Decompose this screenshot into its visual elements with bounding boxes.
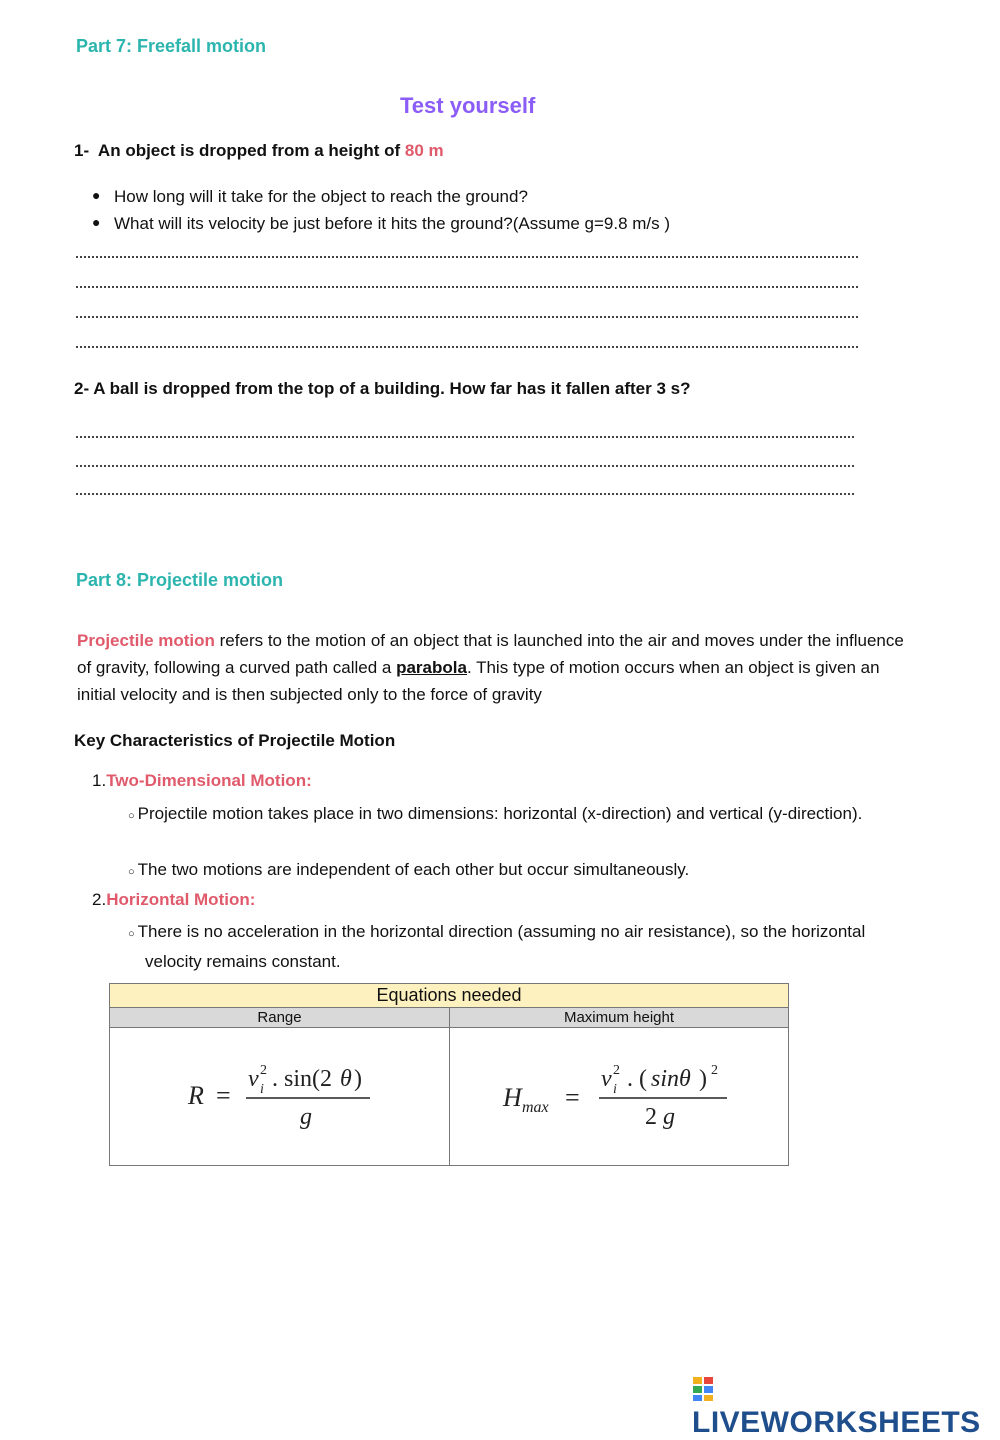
circle-bullet-icon: ○ [128, 928, 135, 940]
item-1-title: Two-Dimensional Motion: [106, 771, 312, 790]
item-2-title: Horizontal Motion: [106, 890, 256, 909]
svg-text:. (: . ( [627, 1066, 647, 1092]
item-2-point-1 [128, 918, 880, 975]
svg-text:=: = [215, 1081, 231, 1110]
answer-line[interactable] [76, 485, 854, 495]
svg-text:R: R [187, 1081, 204, 1110]
range-formula [110, 1028, 450, 1166]
liveworksheets-logo-icon [692, 1376, 714, 1402]
circle-bullet-icon: ○ [128, 866, 135, 878]
liveworksheets-logo [692, 1372, 1000, 1440]
answer-line[interactable] [76, 338, 858, 348]
max-height-column-header: Maximum height [450, 1008, 789, 1028]
liveworksheets-logo-text: LIVEWORKSHEETS [692, 1406, 981, 1439]
intro-text-1: refers to the motion of an object that is launched into the air and moves under the influence of gravity, following a curved path called a [77, 631, 904, 677]
item-1-number: 1. [92, 771, 107, 790]
svg-text:=: = [565, 1083, 580, 1112]
circle-bullet-icon: ○ [128, 810, 135, 822]
svg-text:max: max [522, 1099, 549, 1116]
equations-table-title: Equations needed [110, 984, 789, 1008]
question-1-height: 80 m [404, 141, 444, 160]
svg-text:): ) [353, 1066, 362, 1092]
svg-text:i: i [259, 1082, 264, 1097]
item-2-point-1-text: There is no acceleration in the horizontal direction (assuming no air resistance), so the horizontal velocity remains constant. [137, 922, 866, 971]
answer-line[interactable] [76, 428, 854, 438]
projectile-intro [77, 627, 917, 708]
intro-keyword: parabola [396, 658, 467, 677]
answer-line[interactable] [76, 457, 854, 467]
question-1-text: 1- An object is dropped from a height of [74, 141, 405, 160]
part8-heading: Part 8: Projectile motion [76, 570, 284, 590]
max-height-formula [450, 1028, 789, 1166]
svg-text:g: g [299, 1104, 312, 1130]
bullet-icon: ● [92, 187, 101, 203]
item-2-number: 2. [92, 890, 107, 909]
svg-text:): ) [699, 1066, 707, 1092]
question-2: 2- A ball is dropped from the top of a building. How far has it fallen after 3 s? [74, 379, 691, 398]
intro-term: Projectile motion [77, 631, 215, 650]
answer-line[interactable] [76, 278, 858, 288]
svg-text:sinθ: sinθ [651, 1066, 691, 1092]
svg-text:i: i [613, 1082, 617, 1097]
svg-text:. sin(2: . sin(2 [271, 1066, 332, 1092]
svg-text:2: 2 [613, 1063, 620, 1078]
question-1-bullet-1: How long will it take for the object to reach the ground? [114, 187, 528, 206]
item-1-point-2 [128, 860, 863, 880]
item-1-point-1-text: Projectile motion takes place in two dimensions: horizontal (x-direction) and vertical (y-direction). [137, 804, 863, 823]
svg-text:2: 2 [645, 1104, 657, 1130]
answer-line[interactable] [76, 248, 858, 258]
svg-text:θ: θ [339, 1066, 352, 1092]
intro-text-2: . This type of motion occurs when an object is given an initial velocity and is then subjected only to the force of gravity [77, 658, 880, 704]
range-equation-image [180, 1054, 380, 1134]
svg-text:g: g [663, 1104, 675, 1130]
question-1 [74, 141, 444, 161]
test-yourself-title: Test yourself [400, 93, 536, 118]
bullet-icon: ● [92, 214, 101, 230]
item-1-point-2-text: The two motions are independent of each other but occur simultaneously. [137, 860, 690, 879]
part7-heading: Part 7: Freefall motion [76, 36, 267, 56]
key-characteristics-heading: Key Characteristics of Projectile Motion [74, 731, 396, 750]
item-2-header [92, 890, 255, 910]
question-1-bullet-2: What will its velocity be just before it hits the ground?(Assume g=9.8 m/s ) [114, 214, 671, 233]
svg-text:2: 2 [259, 1063, 267, 1078]
range-column-header: Range [110, 1008, 450, 1028]
item-1-header [92, 771, 312, 791]
svg-text:v: v [247, 1066, 259, 1092]
item-1-point-1 [128, 800, 880, 830]
answer-line[interactable] [76, 308, 858, 318]
svg-text:H: H [503, 1083, 522, 1112]
svg-text:v: v [601, 1066, 612, 1092]
equations-table [109, 983, 789, 1166]
svg-text:2: 2 [711, 1063, 718, 1078]
max-height-equation-image [499, 1054, 739, 1134]
